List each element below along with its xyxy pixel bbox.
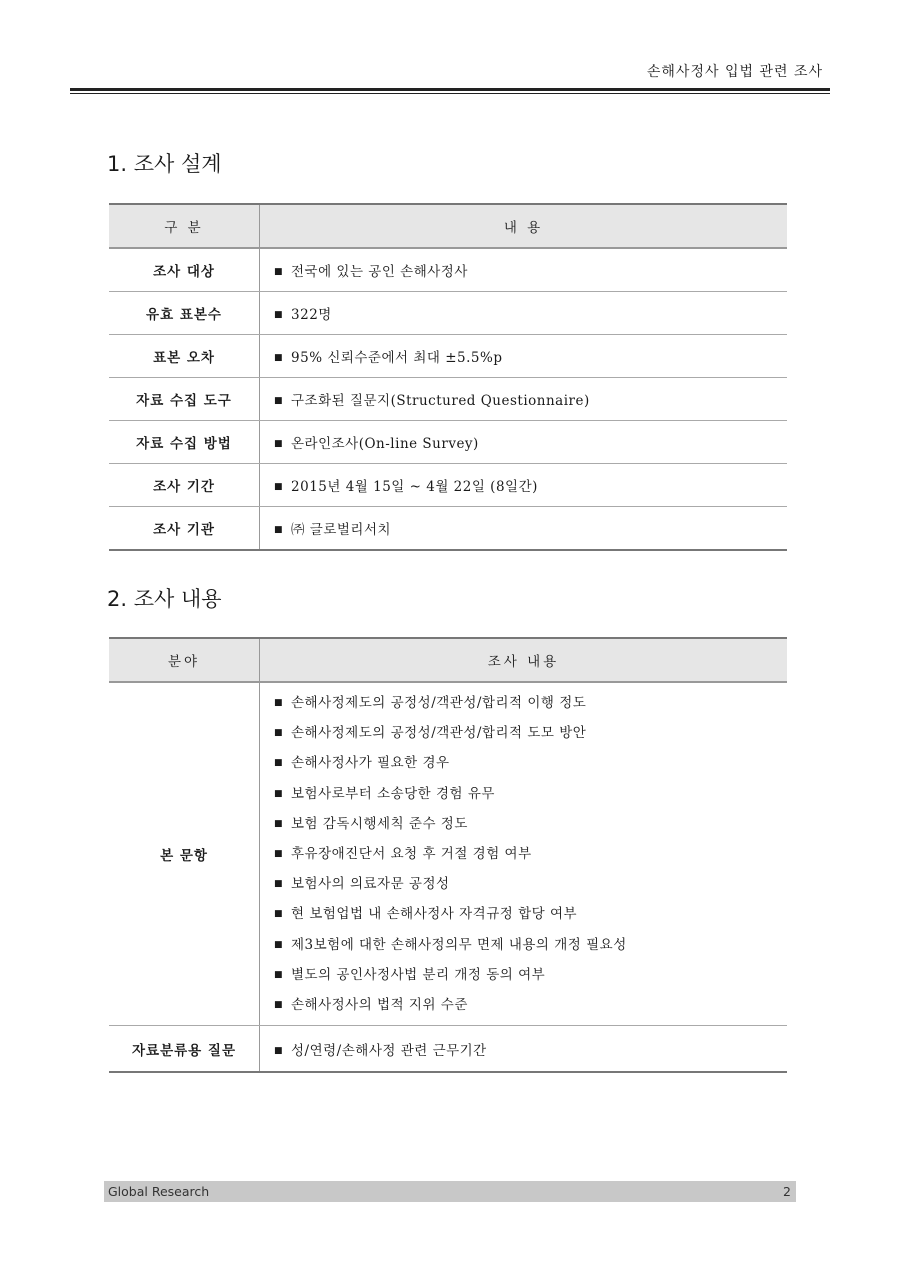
table-row [109,507,787,551]
row-label: 자료 수집 도구 [109,378,260,421]
survey-design-table [109,203,787,551]
page-footer [104,1181,796,1202]
table-row [109,1026,787,1073]
table-row [109,378,787,421]
row-value: ■ 95% 신뢰수준에서 최대 ±5.5%p [260,335,788,378]
list-item: ■ 별도의 공인사정사법 분리 개정 동의 여부 [274,966,546,983]
list-item: ■ 보험 감독시행세칙 준수 정도 [274,815,468,832]
row-label: 조사 기관 [109,507,260,551]
table-row [109,335,787,378]
table-row [109,421,787,464]
header-rule [70,88,830,91]
row-value: ■ 성/연령/손해사정 관련 근무기간 [260,1026,788,1073]
footer-brand: Global Research [108,1184,210,1199]
table-row [109,464,787,507]
column-header: 분야 [109,638,260,682]
row-value: ■ 2015년 4월 15일 ~ 4월 22일 (8일간) [260,464,788,507]
row-label: 조사 대상 [109,248,260,292]
page-number: 2 [783,1184,791,1199]
row-value: ■ 전국에 있는 공인 손해사정사 [260,248,788,292]
table-row [109,248,787,292]
column-header: 구 분 [109,204,260,248]
row-label: 자료분류용 질문 [109,1026,260,1073]
list-item: ■ 손해사정사가 필요한 경우 [274,755,450,772]
table-header-row [109,204,787,248]
table-row [109,682,787,1026]
row-label: 조사 기간 [109,464,260,507]
list-item: ■ 제3보험에 대한 손해사정의무 면제 내용의 개정 필요성 [274,936,627,953]
row-label: 유효 표본수 [109,292,260,335]
row-value: ■ 온라인조사(On-line Survey) [260,421,788,464]
column-header: 내 용 [260,204,788,248]
list-item: ■ 후유장애진단서 요청 후 거절 경험 여부 [274,845,532,862]
header-rule-thin [70,93,830,94]
list-item: ■ 손해사정사의 법적 지위 수준 [274,996,468,1013]
document-header-title: 손해사정사 입법 관련 조사 [646,64,823,80]
row-label: 본 문항 [109,682,260,1026]
table-row [109,292,787,335]
row-label: 표본 오차 [109,335,260,378]
table-header-row [109,638,787,682]
list-item: ■ 현 보험업법 내 손해사정사 자격규정 합당 여부 [274,906,578,923]
row-label: 자료 수집 방법 [109,421,260,464]
row-value: ■ 구조화된 질문지(Structured Questionnaire) [260,378,788,421]
section-title-design: 1. 조사 설계 [107,152,222,176]
row-value: ■ 322명 [260,292,788,335]
row-value: ■ ㈜ 글로벌리서치 [260,507,788,551]
list-item: ■ 손해사정제도의 공정성/객관성/합리적 이행 정도 [274,695,587,711]
item-list [260,682,788,1026]
list-item: ■ 보험사로부터 소송당한 경험 유무 [274,785,495,802]
survey-content-table [109,637,787,1073]
section-title-content: 2. 조사 내용 [107,587,222,611]
list-item: ■ 손해사정제도의 공정성/객관성/합리적 도모 방안 [274,725,587,742]
column-header: 조사 내용 [260,638,788,682]
list-item: ■ 보험사의 의료자문 공정성 [274,876,450,893]
